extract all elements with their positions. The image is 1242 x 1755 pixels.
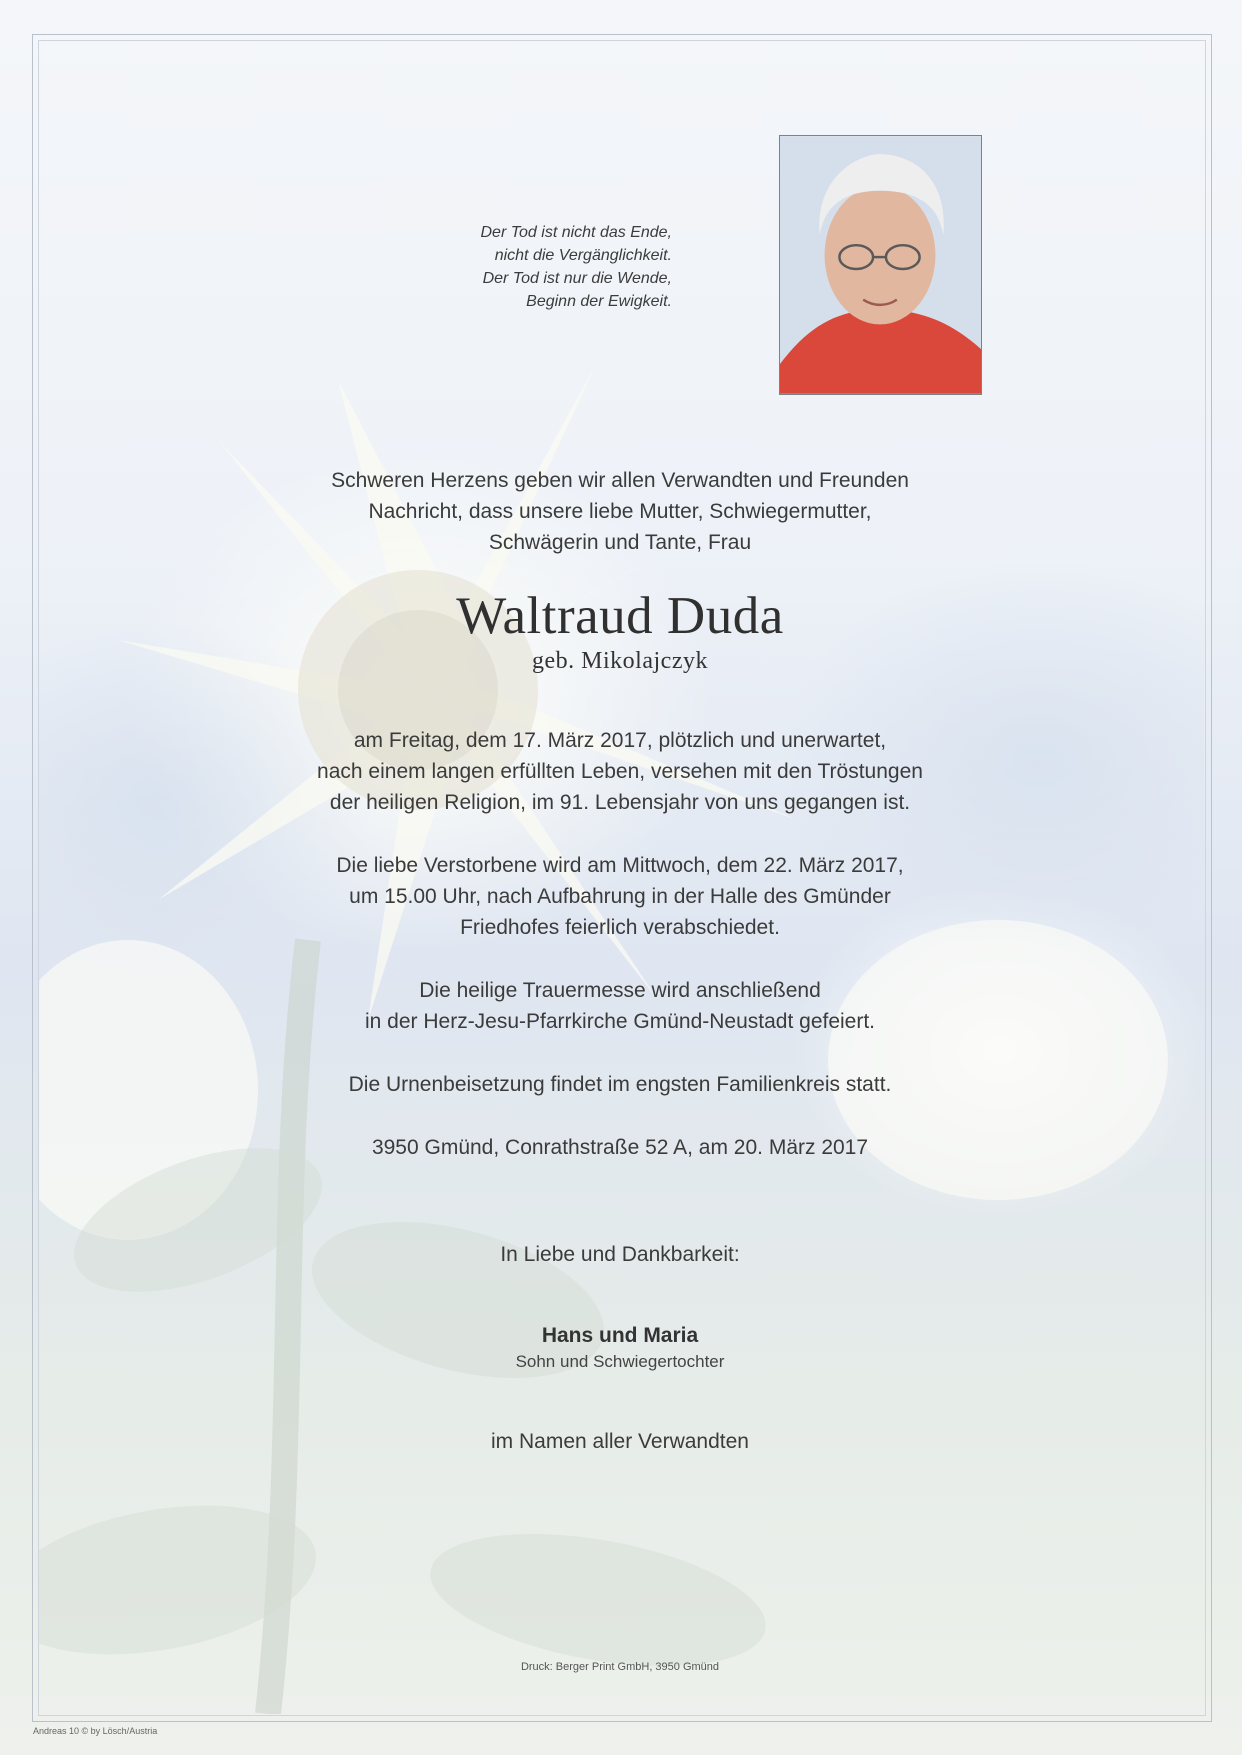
signer-names: Hans und Maria bbox=[541, 1324, 699, 1347]
farewell-line: Friedhofes feierlich verabschiedet. bbox=[460, 916, 780, 939]
place-date-line: 3950 Gmünd, Conrathstraße 52 A, am 20. März 2017 bbox=[371, 1136, 869, 1159]
on-behalf bbox=[220, 1426, 1020, 1457]
quote-line: nicht die Vergänglichkeit. bbox=[494, 247, 672, 264]
mass-line: in der Herz-Jesu-Pfarrkirche Gmünd-Neustadt gefeiert. bbox=[364, 1010, 876, 1033]
maiden-name: geb. Mikolajczyk bbox=[532, 648, 708, 674]
death-notice-line: am Freitag, dem 17. März 2017, plötzlich und unerwartet, bbox=[353, 729, 887, 752]
mass-info bbox=[220, 975, 1020, 1037]
portrait-photo bbox=[779, 135, 982, 395]
on-behalf-line: im Namen aller Verwandten bbox=[491, 1430, 749, 1453]
quote-line: Der Tod ist nur die Wende, bbox=[482, 270, 672, 287]
mass-line: Die heilige Trauermesse wird anschließend bbox=[419, 979, 821, 1002]
portrait-illustration bbox=[780, 136, 981, 394]
printer-credit bbox=[220, 1661, 1020, 1673]
intro-line: Nachricht, dass unsere liebe Mutter, Schwiegermutter, bbox=[368, 500, 872, 523]
farewell-line: Die liebe Verstorbene wird am Mittwoch, dem 22. März 2017, bbox=[336, 854, 904, 877]
template-credit: Andreas 10 © by Lösch/Austria bbox=[33, 1726, 158, 1736]
place-and-date bbox=[220, 1132, 1020, 1163]
burial-info bbox=[220, 1069, 1020, 1100]
farewell-info bbox=[220, 850, 1020, 943]
deceased-block bbox=[220, 586, 1020, 676]
signers-block bbox=[220, 1322, 1020, 1374]
memorial-quote bbox=[380, 221, 672, 313]
intro-line: Schweren Herzens geben wir allen Verwandten und Freunden bbox=[331, 469, 909, 492]
printer-line: Druck: Berger Print GmbH, 3950 Gmünd bbox=[520, 1661, 720, 1673]
closing-line: In Liebe und Dankbarkeit: bbox=[500, 1243, 740, 1266]
farewell-line: um 15.00 Uhr, nach Aufbahrung in der Halle des Gmünder bbox=[349, 885, 891, 908]
quote-line: Der Tod ist nicht das Ende, bbox=[480, 224, 672, 241]
death-notice-line: der heiligen Religion, im 91. Lebensjahr von uns gegangen ist. bbox=[329, 791, 911, 814]
death-notice-line: nach einem langen erfüllten Leben, versehen mit den Tröstungen bbox=[317, 760, 923, 783]
burial-line: Die Urnenbeisetzung findet im engsten Familienkreis statt. bbox=[348, 1073, 892, 1096]
quote-line: Beginn der Ewigkeit. bbox=[526, 293, 672, 310]
intro-line: Schwägerin und Tante, Frau bbox=[488, 531, 752, 554]
signer-relation: Sohn und Schwiegertochter bbox=[515, 1352, 725, 1371]
intro-text bbox=[220, 465, 1020, 558]
closing-phrase bbox=[220, 1239, 1020, 1270]
death-notice bbox=[220, 725, 1020, 818]
deceased-name: Waltraud Duda bbox=[456, 587, 784, 645]
